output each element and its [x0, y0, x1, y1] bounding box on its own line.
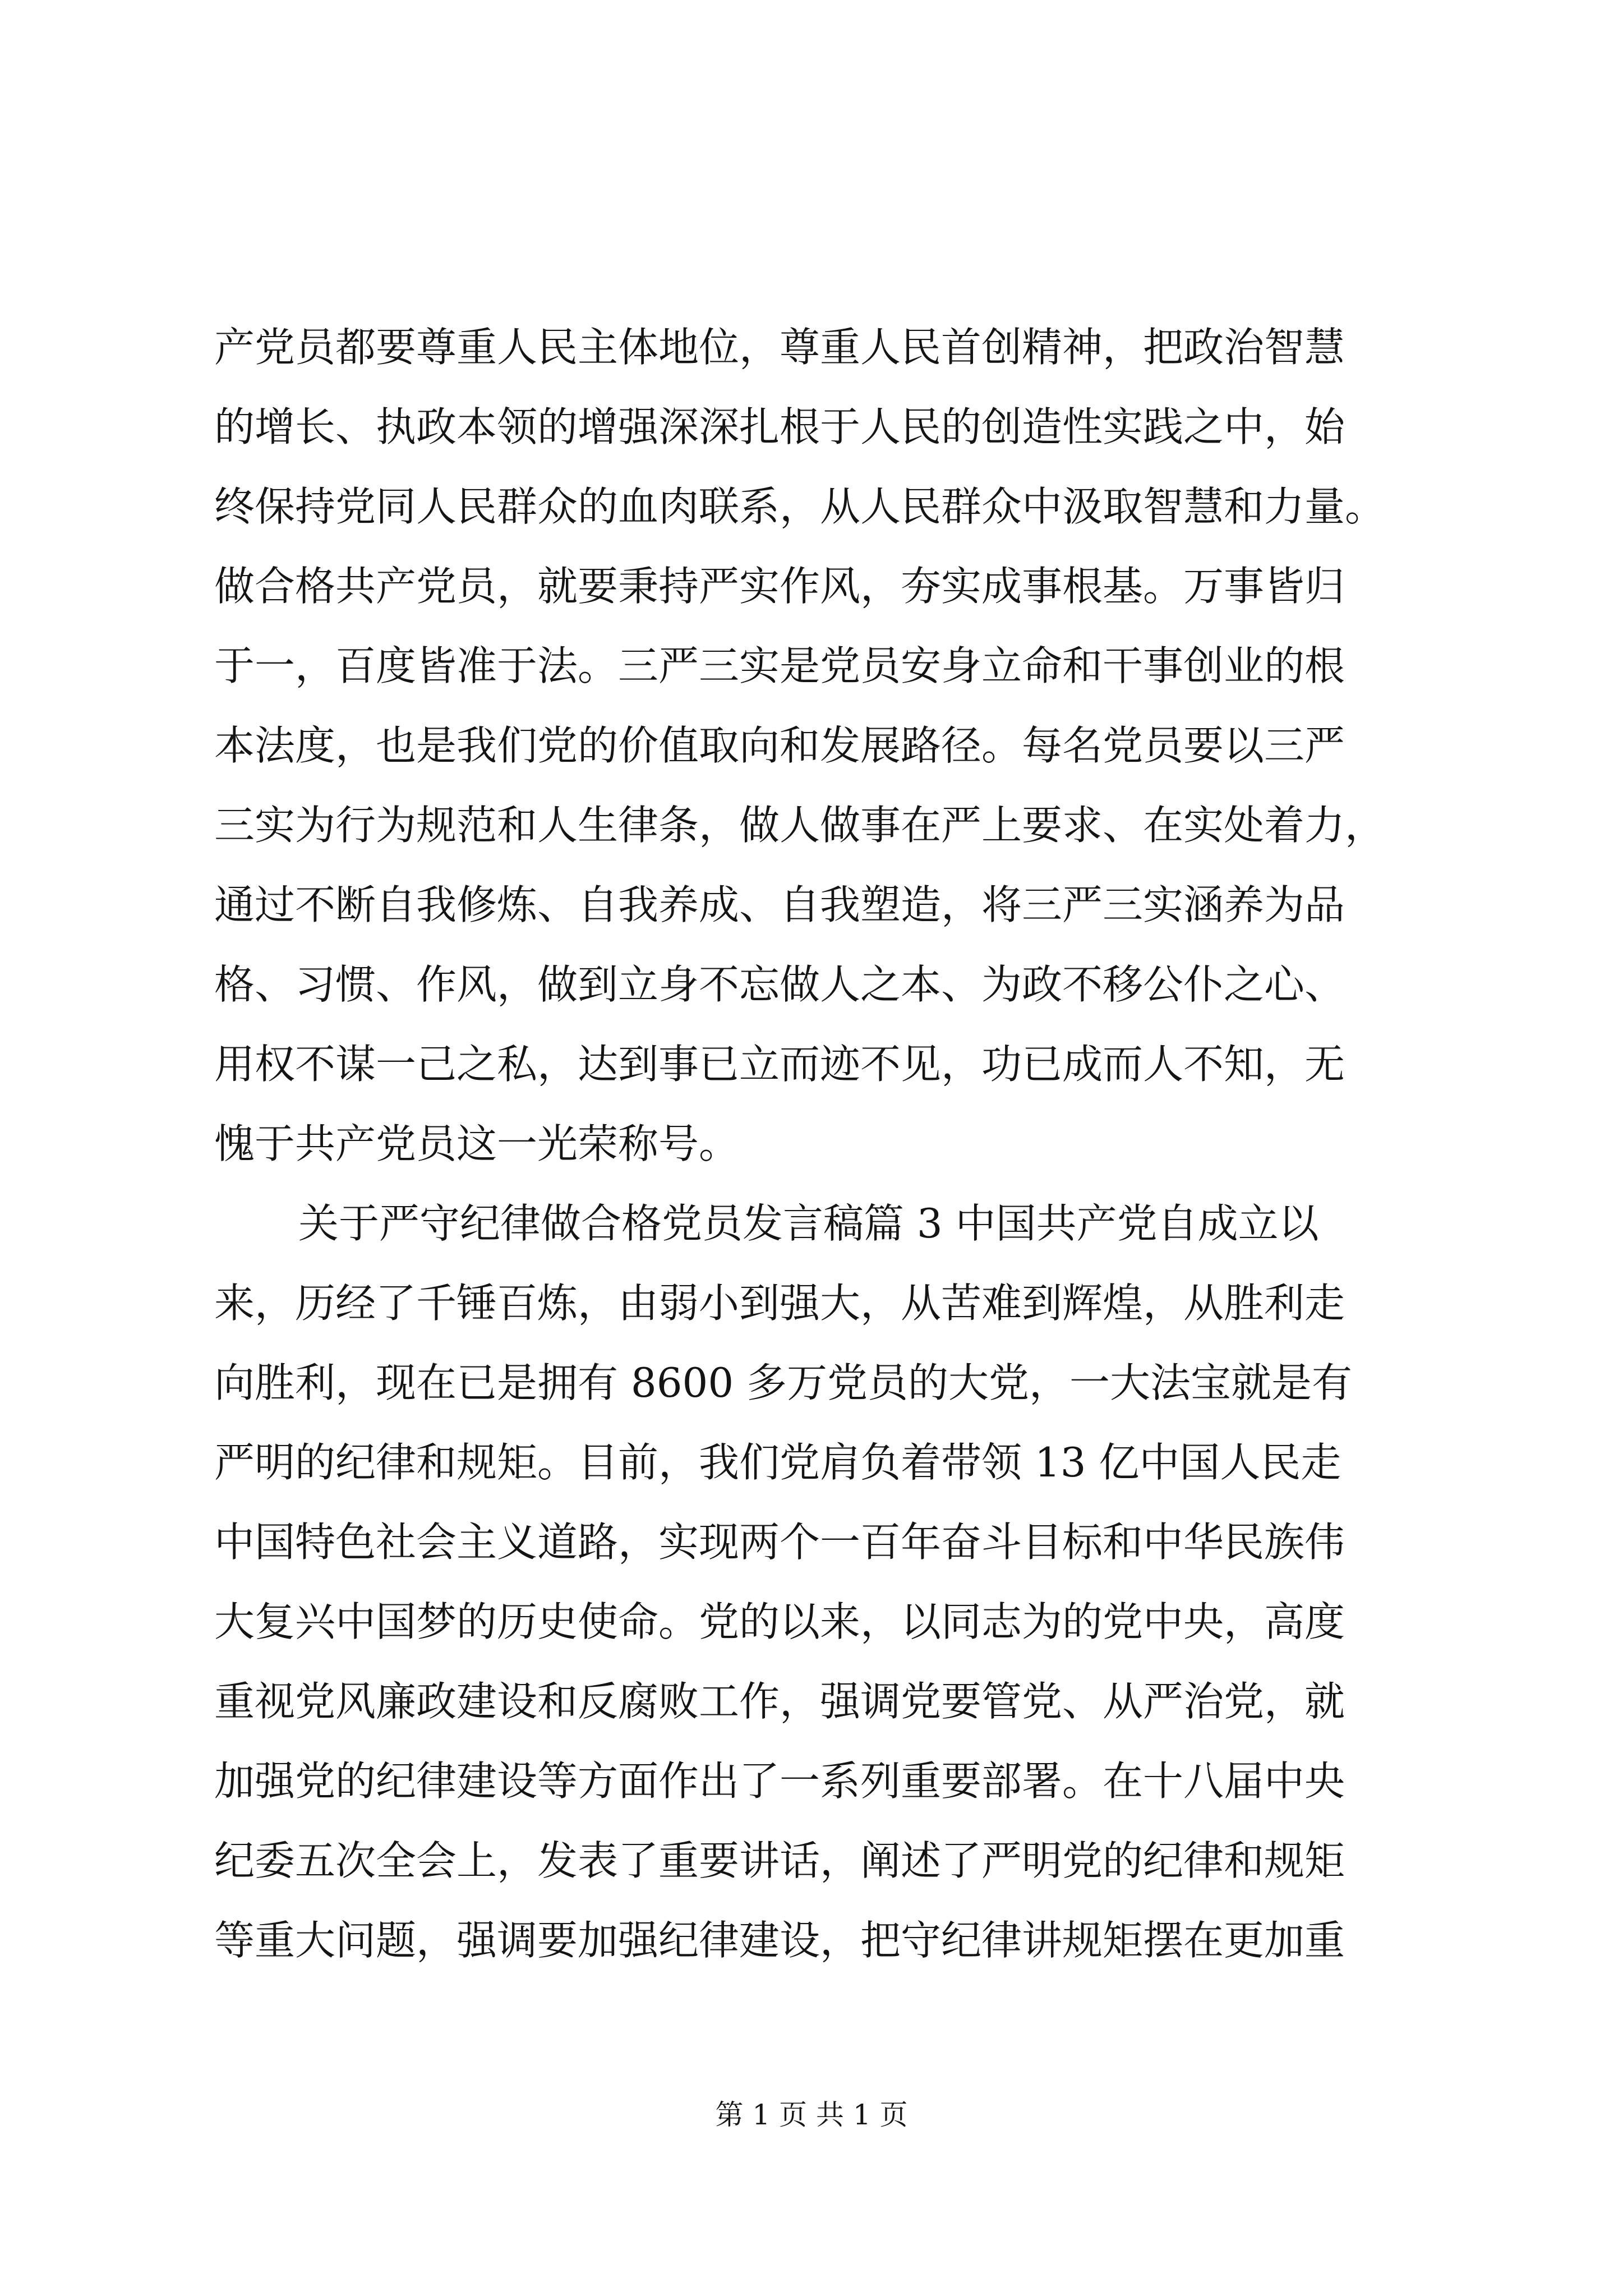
text-line: 本法度，也是我们党的价值取向和发展路径。每名党员要以三严	[214, 722, 1345, 769]
text-line: 来，历经了千锤百炼，由弱小到强大，从苦难到辉煌，从胜利走	[214, 1280, 1345, 1327]
text-line: 的增长、执政本领的增强深深扎根于人民的创造性实践之中，始	[214, 403, 1345, 450]
text-line: 重视党风廉政建设和反腐败工作，强调党要管党、从严治党，就	[214, 1678, 1345, 1725]
text-line: 严明的纪律和规矩。目前，我们党肩负着带领 13 亿中国人民走	[214, 1439, 1341, 1486]
text-line: 终保持党同人民群众的血肉联系，从人民群众中汲取智慧和力量。	[214, 483, 1386, 530]
text-line: 三实为行为规范和人生律条，做人做事在严上要求、在实处着力，	[214, 802, 1386, 849]
text-line: 向胜利，现在已是拥有 8600 多万党员的大党，一大法宝就是有	[214, 1359, 1353, 1406]
text-line: 通过不断自我修炼、自我养成、自我塑造，将三严三实涵养为品	[214, 881, 1345, 928]
text-line: 大复兴中国梦的历史使命。党的以来，以同志为的党中央，高度	[214, 1598, 1345, 1645]
text-line: 于一，百度皆准于法。三严三实是党员安身立命和干事创业的根	[214, 642, 1345, 689]
text-line: 做合格共产党员，就要秉持严实作风，夯实成事根基。万事皆归	[214, 563, 1345, 610]
text-line: 中国特色社会主义道路，实现两个一百年奋斗目标和中华民族伟	[214, 1519, 1345, 1566]
text-line: 纪委五次全会上，发表了重要讲话，阐述了严明党的纪律和规矩	[214, 1837, 1345, 1884]
paragraph-start-line: 关于严守纪律做合格党员发言稿篇 3 中国共产党自成立以	[298, 1200, 1319, 1247]
text-line: 用权不谋一己之私，达到事已立而迹不见，功已成而人不知，无	[214, 1041, 1345, 1088]
text-line: 愧于共产党员这一光荣称号。	[214, 1120, 740, 1167]
text-line: 格、习惯、作风，做到立身不忘做人之本、为政不移公仆之心、	[214, 961, 1345, 1008]
page-footer: 第 1 页 共 1 页	[715, 2099, 908, 2131]
text-line: 产党员都要尊重人民主体地位，尊重人民首创精神，把政治智慧	[214, 324, 1345, 371]
text-line: 等重大问题，强调要加强纪律建设，把守纪律讲规矩摆在更加重	[214, 1917, 1345, 1964]
text-line: 加强党的纪律建设等方面作出了一系列重要部署。在十八届中央	[214, 1757, 1345, 1805]
document-body	[214, 307, 1437, 1980]
